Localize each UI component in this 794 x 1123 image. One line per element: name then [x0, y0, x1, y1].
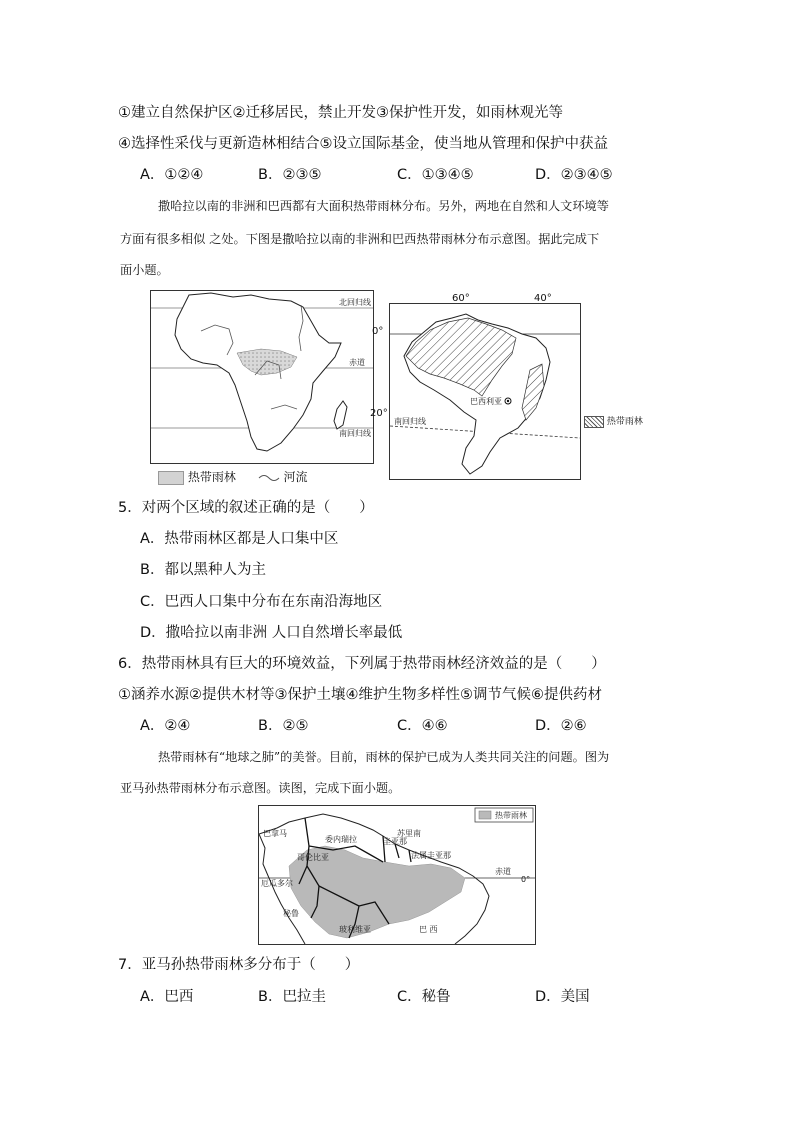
q7-option-b[interactable]: B．巴拉圭 [258, 989, 326, 1005]
label-amazon-0deg: 0° [521, 875, 531, 884]
prev-option-d[interactable]: D．②③④⑤ [535, 167, 613, 183]
amazon-map [258, 805, 536, 945]
prev-items-2: ④选择性采伐与更新造林相结合⑤设立国际基金，使当地从管理和保护中获益 [118, 136, 608, 152]
q6-stem: 6．热带雨林具有巨大的环境效益，下列属于热带雨林经济效益的是（ ） [118, 656, 606, 672]
madagascar-outline [334, 401, 347, 429]
label-colombia: 哥伦比亚 [297, 853, 329, 862]
africa-map-svg [151, 291, 373, 463]
africa-legend-river: 河流 [283, 470, 308, 484]
label-brasilia: 巴西利亚 [470, 397, 502, 406]
label-peru: 秘鲁 [283, 909, 299, 918]
prev-option-c[interactable]: C．①③④⑤ [397, 167, 474, 183]
label-lat-0: 0° [372, 326, 384, 337]
label-brazil-tropic: 南回归线 [394, 417, 426, 426]
label-equator: 赤道 [349, 358, 365, 367]
prev-items-1: ①建立自然保护区②迁移居民，禁止开发③保护性开发，如雨林观光等 [118, 105, 563, 121]
q7-stem: 7．亚马孙热带雨林多分布于（ ） [118, 957, 360, 973]
brazil-legend [584, 414, 643, 428]
q6-option-b[interactable]: B．②⑤ [258, 718, 309, 734]
brazil-map-svg [390, 304, 580, 479]
river-swatch [258, 471, 280, 485]
label-brazil: 巴 西 [419, 925, 438, 934]
q5-option-b[interactable]: B．都以黑种人为主 [140, 562, 266, 578]
intro2-line-1: 热带雨林有“地球之肺”的美誉。目前，雨林的保护已成为人类共同关注的问题。图为 [158, 750, 610, 764]
intro2-line-2: 亚马孙热带雨林分布示意图。读图，完成下面小题。 [120, 781, 401, 795]
label-amazon-equator: 赤道 [495, 867, 511, 876]
label-bolivia: 玻利维亚 [339, 925, 371, 934]
label-venezuela: 委内瑞拉 [325, 835, 357, 844]
q5-option-c[interactable]: C．巴西人口集中分布在东南沿海地区 [140, 594, 383, 610]
africa-map [150, 290, 374, 464]
label-tropic-south: 南回归线 [339, 429, 371, 438]
q5-option-a[interactable]: A．热带雨林区都是人口集中区 [140, 531, 339, 547]
label-lat-20: 20° [370, 408, 388, 419]
q5-stem: 5．对两个区域的叙述正确的是（ ） [118, 500, 374, 516]
q5-option-d[interactable]: D．撒哈拉以南非洲 人口自然增长率最低 [140, 625, 403, 641]
prev-option-a[interactable]: A．①②④ [140, 167, 204, 183]
q7-option-d[interactable]: D．美国 [535, 989, 590, 1005]
brasilia-dot [507, 400, 509, 402]
label-french-guiana: 法属圭亚那 [411, 851, 451, 860]
q6-items: ①涵养水源②提供木材等③保护土壤④维护生物多样性⑤调节气候⑥提供药材 [118, 687, 602, 703]
q6-option-c[interactable]: C．④⑥ [397, 718, 448, 734]
q6-option-a[interactable]: A．②④ [140, 718, 191, 734]
q7-option-c[interactable]: C．秘鲁 [397, 989, 451, 1005]
label-tropic-north: 北回归线 [339, 298, 371, 307]
brazil-legend-rainforest: 热带雨林 [606, 417, 643, 427]
label-guyana: 圭亚那 [383, 837, 407, 846]
label-panama: 巴拿马 [263, 829, 287, 838]
rainforest-swatch [158, 471, 184, 485]
q6-option-d[interactable]: D．②⑥ [535, 718, 587, 734]
intro1-line-1: 撒哈拉以南的非洲和巴西都有大面积热带雨林分布。另外，两地在自然和人文环境等 [158, 199, 609, 213]
africa-legend-rainforest: 热带雨林 [187, 470, 236, 484]
amazon-map-svg [259, 806, 535, 944]
brazil-map [389, 303, 581, 480]
intro1-line-3: 面小题。 [120, 263, 169, 277]
label-suriname: 苏里南 [397, 829, 421, 838]
amazon-legend-label: 热带雨林 [495, 811, 527, 820]
amazon-legend-swatch [479, 811, 491, 819]
africa-legend [158, 468, 308, 485]
label-ecuador: 厄瓜多尔 [261, 879, 293, 888]
hatch-swatch [584, 416, 604, 428]
prev-option-b[interactable]: B．②③⑤ [258, 167, 322, 183]
label-lon-40: 40° [534, 293, 552, 304]
intro1-line-2: 方面有很多相似 之处。下图是撒哈拉以南的非洲和巴西热带雨林分布示意图。据此完成下 [120, 232, 600, 246]
q7-option-a[interactable]: A．巴西 [140, 989, 194, 1005]
label-lon-60: 60° [452, 293, 470, 304]
